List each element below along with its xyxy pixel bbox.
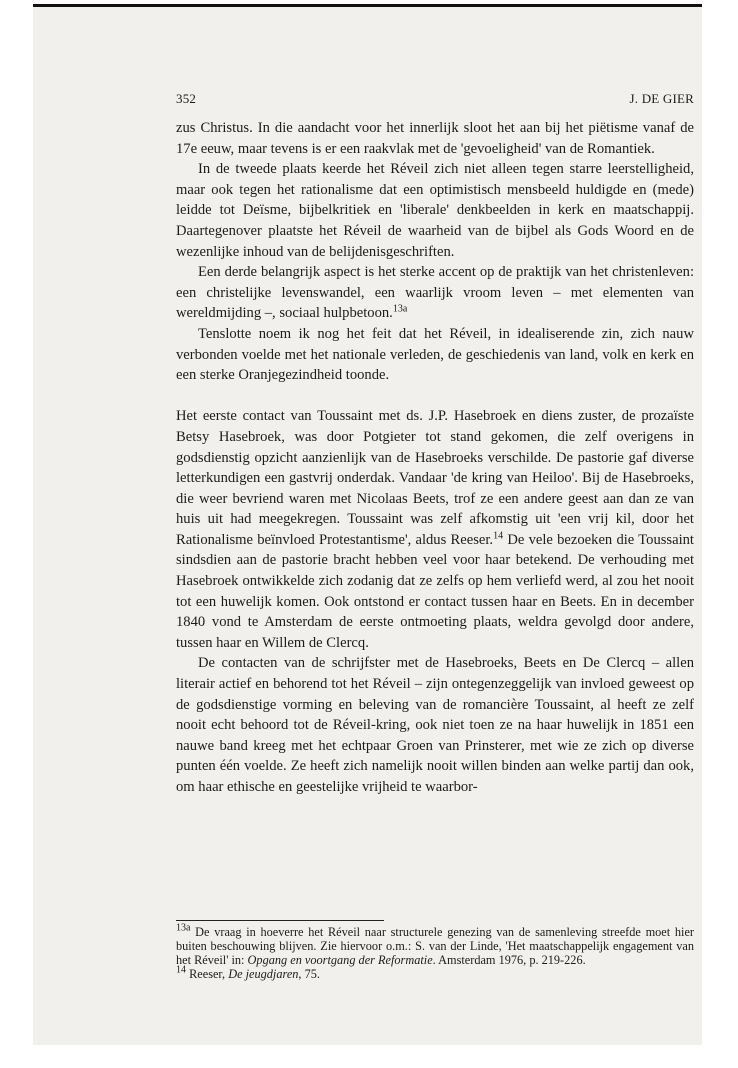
footnote-13a-tail: . Amsterdam 1976, p. 219-226. — [432, 953, 586, 967]
paragraph-1: zus Christus. In die aandacht voor het innerlijk sloot het aan bij het piëtisme vanaf de 17e eeuw, maar tevens is er een raakvlak met de 'gevoeligheid' van de Romantiek. — [176, 120, 694, 157]
footnote-14 — [176, 964, 694, 981]
footnote-14-tail: , 75. — [298, 967, 320, 981]
paragraph-4: Tenslotte noem ik nog het feit dat het Réveil, in idealiserende zin, zich nauw verbonden voelde met het nationale verleden, de geschiedenis van land, volk en kerk en een sterke Oranjegezindheid toonde. — [176, 325, 694, 384]
footnote-14-title: De jeugdjaren — [228, 967, 299, 981]
footnote-13a-title: Opgang en voortgang der Reformatie — [247, 953, 433, 967]
paragraph-2: In de tweede plaats keerde het Réveil zich niet alleen tegen starre leerstelligheid, maar ook tegen het rationalisme dat een optimistisch mensbeeld huldigde en (mede) leidde tot Deïsme, bijbelkritiek en 'liberale' denkbeelden in kerk en maatschappij. Daartegenover plaatste het Réveil de waarheid van de bijbel als Gods Woord en de wezenlijke inhoud van de belijdenisgeschriften. — [176, 161, 694, 260]
paragraph-5 — [176, 406, 694, 653]
page — [33, 4, 702, 1045]
footnote-ref-13a[interactable]: 13a — [392, 303, 408, 315]
paragraph-3-text: Een derde belangrijk aspect is het sterke accent op de praktijk van het christenleven: een christelijke levenswandel, een waarlijk vroom leven – met elementen van wereldmijding –, sociaal hulpbetoon. — [176, 264, 694, 322]
footnote-ref-14[interactable]: 14 — [493, 530, 504, 542]
footnote-13a — [176, 922, 694, 967]
footnote-14-mark: 14 — [176, 964, 186, 976]
paragraph-5-text-a: Het eerste contact van Toussaint met ds. J.P. Hasebroek en diens zuster, de prozaïste Betsy Hasebroek, was door Potgieter tot stand gekomen, die zelf overigens in godsdienstig opzicht aanzienlijk van de Hasebroeks verschilde. De pastorie gaf diverse letterkundigen een gastvrij onderdak. Vandaar 'de kring van Heiloo'. Bij de Hasebroeks, die weer bevriend waren met Nicolaas Beets, trof ze een andere geest aan dan ze van huis uit had meegekregen. Toussaint was zelf afkomstig uit 'een vrij kil, door het Rationalisme beïnvloed Protestantisme', aldus Reeser. — [176, 408, 694, 548]
paragraph-3 — [176, 262, 694, 324]
footnote-13a-text: De vraag in hoeverre het Réveil naar structurele genezing van de samenleving streefde moet hier buiten beschouwing blijven. Zie hiervoor o.m.: S. van der Linde, 'Het maatschappelijk engagement van het Réveil' in: — [176, 925, 694, 967]
footnote-13a-mark: 13a — [176, 922, 191, 934]
footnotes — [176, 920, 694, 981]
footnote-14-text: Reeser, — [186, 967, 229, 981]
footnote-rule — [176, 920, 384, 921]
paragraph-5-text-b: De vele bezoeken die Toussaint sindsdien aan de pastorie bracht hebben veel voor haar betekend. De verhouding met Hasebroek ontwikkelde zich zodanig dat ze zelfs op hem verliefd werd, al zou het nooit tot een huwelijk komen. Ook ontstond er contact tussen haar en Beets. En in december 1840 vond te Amsterdam de eerste ontmoeting plaats, weldra gevolgd door andere, tussen haar en Willem de Clercq. — [176, 531, 694, 651]
body-text — [176, 118, 694, 798]
running-head: J. DE GIER — [629, 91, 694, 106]
page-number: 352 — [176, 91, 197, 106]
paragraph-6: De contacten van de schrijfster met de Hasebroeks, Beets en De Clercq – allen literair actief en behorend tot het Réveil – zijn ontegenzeggelijk van invloed geweest op de godsdienstige vorming en beleving van de romancière Toussaint, al heeft ze zelf nooit echt behoord tot de Réveil-kring, ook niet toen ze na haar huwelijk in 1851 een nauwe band kreeg met het echtpaar Groen van Prinsterer, met wie ze zich op diverse punten één voelde. Ze heeft zich namelijk nooit willen binden aan welke partij dan ook, om haar ethische en geestelijke vrijheid te waarbor- — [176, 655, 694, 795]
